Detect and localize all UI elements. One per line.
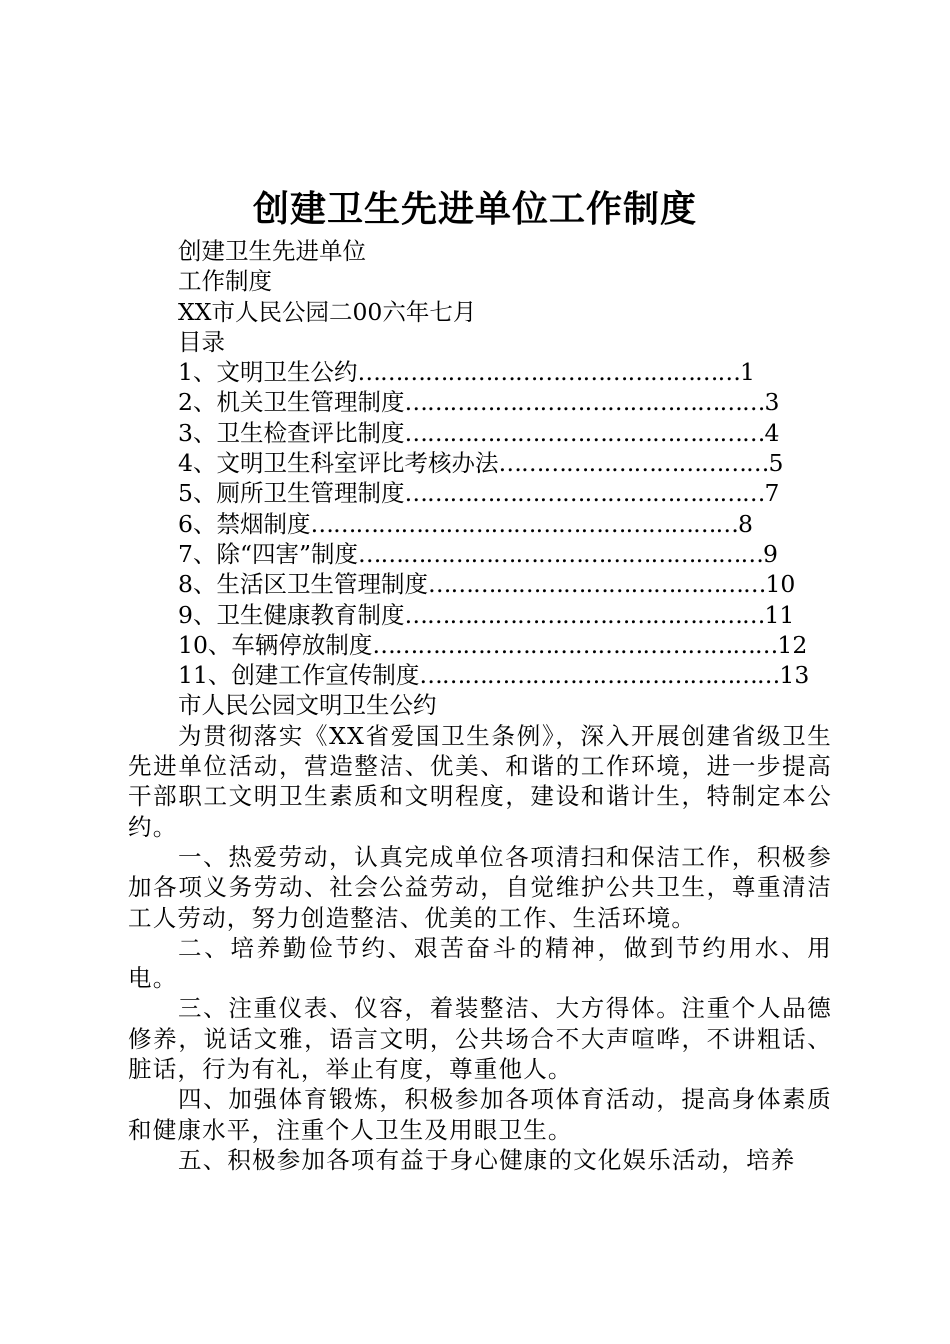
- cover-line: 工作制度: [178, 267, 272, 296]
- toc-item-label: 6、禁烟制度: [178, 509, 311, 538]
- toc-item-dots: …………………………………………: [404, 418, 765, 447]
- cover-line: XX市人民公园二00六年七月: [178, 297, 477, 326]
- toc-item-dots: …………………………………………………: [310, 509, 738, 538]
- cover-line: 创建卫生先进单位: [178, 237, 366, 265]
- toc-item-page: 13: [779, 661, 810, 690]
- document-title: 创建卫生先进单位工作制度: [252, 189, 697, 230]
- toc-item-dots: ………………………………………: [427, 570, 766, 599]
- toc-item: [128, 478, 832, 508]
- toc-item-label: 3、卫生检查评比制度: [178, 418, 405, 447]
- toc-item: [128, 600, 832, 630]
- toc-item-label: 2、机关卫生管理制度: [178, 388, 405, 417]
- toc-item-label: 7、除“四害”制度: [178, 539, 358, 568]
- toc-item: [128, 448, 832, 478]
- paragraph: 二、培养勤俭节约、艰苦奋斗的精神，做到节约用水、用电。: [128, 933, 832, 993]
- toc-item-page: 11: [764, 600, 795, 629]
- toc-item-dots: …………………………………………: [419, 661, 780, 690]
- toc-item: [128, 418, 832, 448]
- document-body: [128, 236, 832, 1175]
- paragraph: 四、加强体育锻炼，积极参加各项体育活动，提高身体素质和健康水平，注重个人卫生及用眼卫生。: [128, 1085, 832, 1144]
- toc-item: [128, 539, 832, 569]
- paragraph: 一、热爱劳动，认真完成单位各项清扫和保洁工作，积极参加各项义务劳动、社会公益劳动，自觉维护公共卫生，尊重清洁工人劳动，努力创造整洁、优美的工作、生活环境。: [128, 842, 832, 932]
- paragraph: 三、注重仪表、仪容，着装整洁、大方得体。注重个人品德修养，说话文雅，语言文明，公共场合不大声喧哗，不讲粗话、脏话，行为有礼，举止有度，尊重他人。: [128, 994, 832, 1084]
- toc-item: [128, 387, 832, 417]
- toc-item: [128, 660, 832, 690]
- toc-item-page: 12: [777, 630, 808, 659]
- toc-item: [128, 509, 832, 539]
- paragraph: 五、积极参加各项有益于身心健康的文化娱乐活动，培养: [178, 1145, 796, 1174]
- toc-item-page: 5: [768, 449, 784, 478]
- toc-item-page: 3: [764, 388, 780, 417]
- toc-item: [128, 569, 832, 599]
- toc-item-label: 8、生活区卫生管理制度: [178, 570, 428, 599]
- toc-item-dots: ………………………………………………: [357, 539, 763, 568]
- toc-item-dots: …………………………………………: [404, 388, 765, 417]
- toc-item-page: 1: [739, 358, 755, 387]
- toc-item-dots: ……………………………………………: [357, 358, 740, 387]
- toc-item-page: 9: [762, 539, 778, 568]
- toc-item-label: 5、厕所卫生管理制度: [178, 479, 405, 508]
- toc-item-label: 11、创建工作宣传制度: [178, 661, 420, 690]
- toc-item-label: 4、文明卫生科室评比考核办法: [178, 449, 499, 478]
- toc-item-page: 7: [764, 479, 780, 508]
- toc-item: [128, 357, 832, 387]
- toc-heading: 目录: [178, 327, 225, 356]
- table-of-contents: [128, 357, 832, 690]
- toc-item-page: 4: [764, 418, 780, 447]
- toc-item-page: 10: [765, 570, 796, 599]
- paragraph: 为贯彻落实《XX省爱国卫生条例》，深入开展创建省级卫生先进单位活动，营造整洁、优美、和谐的工作环境，进一步提高干部职工文明卫生素质和文明程度，建设和谐计生，特制定本公约。: [128, 721, 832, 841]
- toc-item-dots: …………………………………………: [404, 600, 765, 629]
- toc-item-page: 8: [737, 509, 753, 538]
- section-heading: 市人民公园文明卫生公约: [178, 691, 437, 720]
- toc-item-dots: ………………………………: [498, 449, 769, 478]
- toc-item-label: 10、车辆停放制度: [178, 630, 373, 659]
- toc-item: [128, 630, 832, 660]
- toc-item-dots: ………………………………………………: [372, 630, 778, 659]
- toc-item-label: 1、文明卫生公约: [178, 358, 358, 387]
- toc-item-dots: …………………………………………: [404, 479, 765, 508]
- toc-item-label: 9、卫生健康教育制度: [178, 600, 405, 629]
